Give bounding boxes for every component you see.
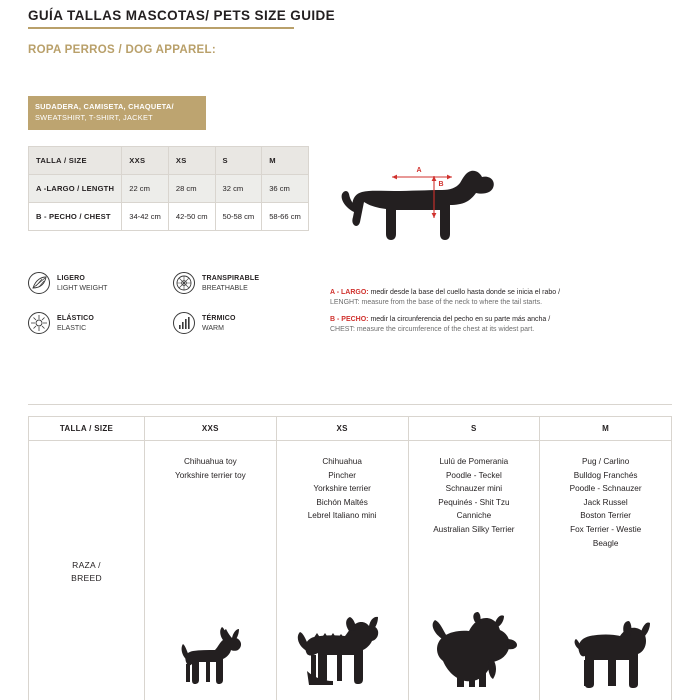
feature-warm [173, 312, 318, 334]
svg-text:A: A [416, 167, 422, 174]
feature-breathable [173, 272, 318, 294]
breed-name: Chihuahua toy [183, 457, 237, 466]
feature-label-es: ELÁSTICO [57, 315, 94, 322]
breed-name: Boston Terrier [580, 511, 632, 521]
thermal-icon [173, 312, 195, 334]
breed-name: Jack Russel [583, 497, 628, 507]
page-title: GUÍA TALLAS MASCOTAS/ PETS SIZE GUIDE [28, 8, 336, 23]
breed-table-header-row [29, 417, 672, 441]
breed-name: Fox Terrier - Westie [570, 524, 642, 534]
col-header-s: S [215, 147, 262, 175]
cell-chest-xs: 42-50 cm [168, 203, 215, 231]
cell-chest-xxs: 34-42 cm [122, 203, 169, 231]
breed-name: Australian Silky Terrier [433, 524, 515, 534]
feature-text [57, 272, 107, 293]
feature-list [28, 272, 318, 352]
breed-name: Canniche [456, 511, 492, 521]
breed-col-header-s: S [408, 417, 540, 441]
feature-label-en: BREATHABLE [202, 284, 248, 292]
breed-row-label [29, 441, 145, 700]
elastic-icon [28, 312, 50, 334]
feature-light-weight [28, 272, 173, 294]
breed-col-header-xxs: XXS [145, 417, 277, 441]
feature-elastic [28, 312, 173, 334]
breed-cell-s [408, 441, 540, 700]
breed-cell-xs [276, 441, 408, 700]
note-length-en: LENGHT: measure from the base of the neck to where the tail starts. [330, 299, 543, 306]
note-chest-es: medir la circunferencia del pecho en su parte más ancha / [368, 316, 551, 323]
cell-length-s: 32 cm [215, 175, 262, 203]
feature-label-es: TRANSPIRABLE [202, 275, 260, 282]
breed-table [28, 416, 672, 700]
cell-length-xxs: 22 cm [122, 175, 169, 203]
col-header-xxs: XXS [122, 147, 169, 175]
breed-name: Pequinés - Shit Tzu [438, 497, 510, 507]
breed-name: Bulldog Franchés [573, 470, 638, 480]
breed-name: Yorkshire terrier [313, 484, 371, 494]
feature-label-es: TÉRMICO [202, 315, 236, 322]
garment-type-en: SWEATSHIRT, T-SHIRT, JACKET [35, 112, 153, 122]
breed-name: Pug / Carlino [581, 457, 630, 466]
breed-row-label-line2: BREED [71, 572, 102, 583]
feature-text [202, 312, 236, 333]
svg-text:B: B [438, 181, 444, 188]
breed-table-row [29, 441, 672, 700]
note-chest [330, 315, 670, 335]
table-header-row [29, 147, 309, 175]
breed-col-header-m: M [540, 417, 672, 441]
page-subtitle: ROPA PERROS / DOG APPAREL: [28, 44, 216, 56]
breed-name: Lebrel Italiano mini [307, 511, 377, 521]
bulldog-silhouette [540, 614, 671, 694]
feature-row [28, 272, 318, 294]
breed-cell-m [540, 441, 672, 700]
chihuahua-silhouette [145, 614, 276, 694]
row-label-length: A -LARGO / LENGTH [29, 175, 122, 203]
feather-icon [28, 272, 50, 294]
feature-label-en: WARM [202, 324, 224, 332]
row-label-chest: B - PECHO / CHEST [29, 203, 122, 231]
breed-cell-xxs [145, 441, 277, 700]
breed-col-header-size: TALLA / SIZE [29, 417, 145, 441]
cell-length-xs: 28 cm [168, 175, 215, 203]
note-chest-key: B - PECHO: [330, 316, 369, 323]
breed-name: Yorkshire terrier toy [175, 470, 246, 480]
breathable-icon [173, 272, 195, 294]
feature-text [57, 312, 94, 333]
note-length-key: A - LARGO: [330, 289, 369, 296]
garment-type-es: SUDADERA, CAMISETA, CHAQUETA/ [35, 102, 174, 111]
cell-length-m: 36 cm [262, 175, 309, 203]
feature-row [28, 312, 318, 334]
feature-label-es: LIGERO [57, 275, 86, 282]
breed-name: Pincher [328, 470, 356, 480]
table-row [29, 175, 309, 203]
breed-name: Schnauzer mini [445, 484, 503, 494]
page-title-wrap [28, 8, 336, 29]
feature-label-en: LIGHT WEIGHT [57, 284, 108, 292]
note-length-es: medir desde la base del cuello hasta donde se inicia el rabo / [368, 289, 561, 296]
cell-chest-m: 58-66 cm [262, 203, 309, 231]
breed-name: Chihuahua [322, 457, 362, 466]
section-divider [28, 404, 672, 405]
table-row [29, 203, 309, 231]
pomeranian-silhouette [409, 609, 540, 694]
col-header-m: M [262, 147, 309, 175]
breed-col-header-xs: XS [276, 417, 408, 441]
breed-name: Bichón Maltés [316, 497, 368, 507]
note-chest-en: CHEST: measure the circumference of the chest at its widest part. [330, 326, 535, 333]
breed-row-label-line1: RAZA / [72, 559, 101, 570]
cell-chest-s: 50-58 cm [215, 203, 262, 231]
breed-name: Beagle [592, 538, 619, 548]
yorkshire-silhouette [277, 609, 408, 694]
col-header-xs: XS [168, 147, 215, 175]
measurements-table [28, 146, 309, 231]
feature-label-en: ELASTIC [57, 324, 87, 332]
garment-type-band [28, 96, 206, 130]
measurement-instructions [330, 288, 670, 342]
feature-text [202, 272, 259, 293]
dog-measurement-diagram [330, 150, 530, 260]
breed-name: Poodle - Teckel [445, 470, 502, 480]
col-header-size: TALLA / SIZE [29, 147, 122, 175]
breed-name: Lulú de Pomerania [439, 457, 509, 466]
note-length [330, 288, 670, 308]
breed-name: Poodle - Schnauzer [569, 484, 642, 494]
